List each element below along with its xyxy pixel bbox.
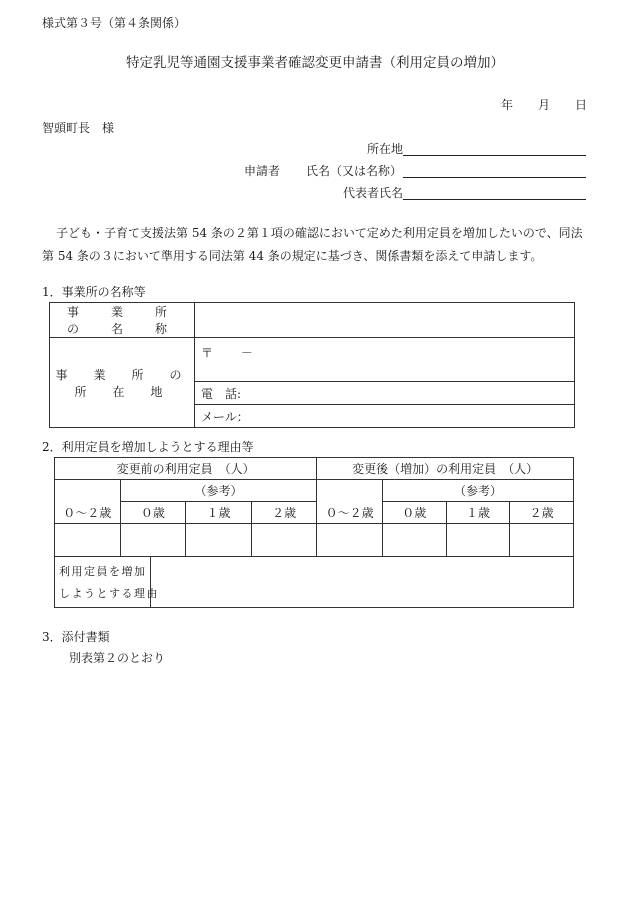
before-col-1: １歳 — [186, 502, 252, 524]
date-month-label: 月 — [538, 98, 551, 112]
before-value-2[interactable] — [251, 524, 317, 557]
facility-address-label: 事 業 所 の 所 在 地 — [50, 338, 195, 428]
phone-cell[interactable] — [195, 382, 575, 405]
after-value-0-2[interactable] — [317, 524, 383, 557]
phone-label: 電 話: — [201, 386, 242, 401]
before-value-0[interactable] — [120, 524, 186, 557]
before-col-0-2: ０～２歳 — [55, 502, 121, 524]
date-year-label: 年 — [501, 98, 514, 112]
addressee: 智頭町長 様 — [42, 121, 115, 135]
facility-info-table — [49, 302, 575, 428]
section1-heading: 1．事業所の名称等 — [42, 285, 146, 299]
facility-name-cell[interactable] — [195, 303, 575, 338]
after-capacity-header: 変更後（増加）の利用定員 （人） — [317, 458, 574, 480]
postal-mark: 〒 － — [201, 346, 253, 360]
after-reference-label: （参考） — [382, 480, 573, 502]
attachments-note: 別表第２のとおり — [69, 651, 166, 665]
postal-code-cell[interactable] — [195, 338, 575, 382]
address-label: 所在地 — [367, 142, 404, 156]
applicant-label: 申請者 — [244, 164, 281, 178]
facility-name-label: 事 業 所 の 名 称 — [50, 303, 195, 338]
email-label: メール： — [201, 409, 249, 424]
section3-heading: 3．添付書類 — [42, 630, 110, 644]
before-value-1[interactable] — [186, 524, 252, 557]
after-age-spacer — [317, 480, 383, 502]
address-underline[interactable] — [403, 155, 586, 156]
form-number: 様式第３号（第４条関係） — [42, 16, 187, 30]
capacity-table — [54, 457, 574, 608]
before-col-0: ０歳 — [120, 502, 186, 524]
application-statement: 子ども・子育て支援法第 54 条の２第１項の確認において定めた利用定員を増加したいので、同法第 54 条の３において準用する同法第 44 条の規定に基づき、関係書類を添えて申請します。 — [42, 226, 583, 263]
reason-input-cell[interactable] — [151, 557, 573, 607]
after-value-2[interactable] — [510, 524, 574, 557]
reason-label-line1: 利用定員を増加 — [59, 565, 147, 578]
before-value-0-2[interactable] — [55, 524, 121, 557]
before-capacity-header: 変更前の利用定員 （人） — [55, 458, 317, 480]
before-reference-label: （参考） — [120, 480, 317, 502]
section2-heading: 2．利用定員を増加しようとする理由等 — [42, 440, 254, 454]
before-col-2: ２歳 — [251, 502, 317, 524]
reason-label-line2: しようとする理由 — [59, 587, 159, 600]
after-value-0[interactable] — [382, 524, 446, 557]
reason-label — [55, 557, 159, 607]
reason-row — [55, 557, 574, 608]
after-col-2: ２歳 — [510, 502, 574, 524]
after-value-1[interactable] — [446, 524, 510, 557]
name-underline[interactable] — [403, 177, 586, 178]
before-age-spacer — [55, 480, 121, 502]
representative-label: 代表者氏名 — [343, 186, 404, 200]
after-col-1: １歳 — [446, 502, 510, 524]
email-cell[interactable] — [195, 405, 575, 428]
representative-underline[interactable] — [403, 199, 586, 200]
date-day-label: 日 — [575, 98, 588, 112]
document-title: 特定乳児等通園支援事業者確認変更申請書（利用定員の増加） — [126, 55, 504, 71]
after-col-0: ０歳 — [382, 502, 446, 524]
name-label: 氏名（又は名称） — [306, 164, 403, 178]
after-col-0-2: ０～２歳 — [317, 502, 383, 524]
